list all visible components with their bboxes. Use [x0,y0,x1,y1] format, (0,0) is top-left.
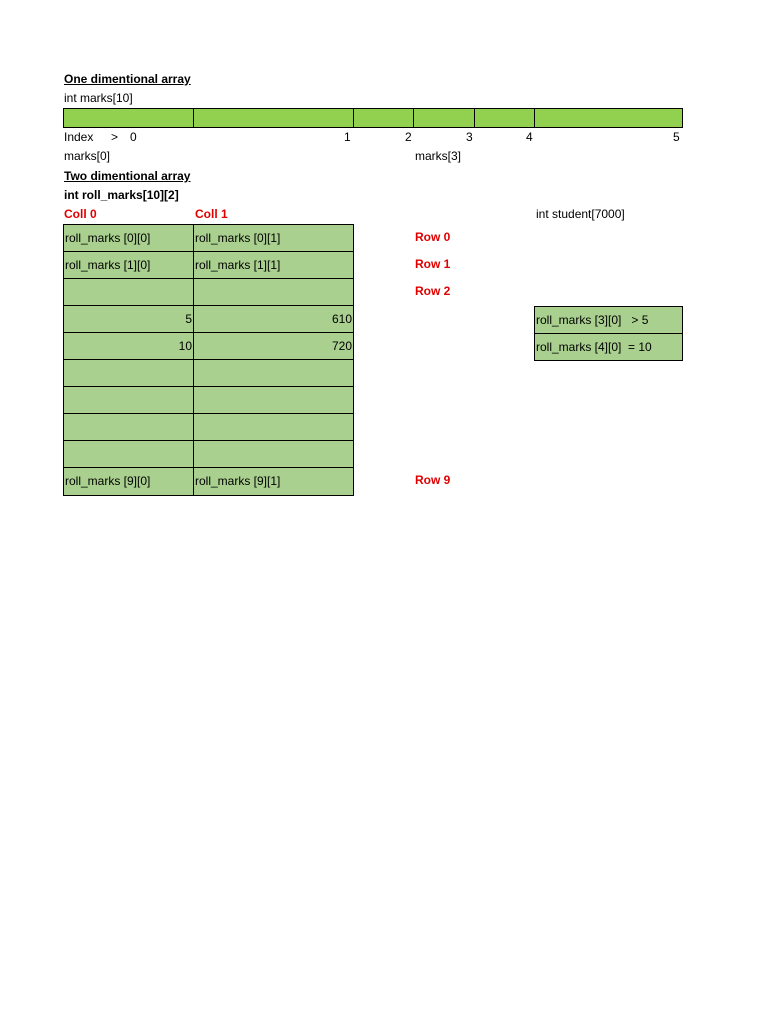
row-label-2: Row 2 [415,284,451,298]
grid-cell-9-0: roll_marks [9][0] [63,467,194,496]
two-dim-declaration-prefix: int roll_marks [64,188,143,202]
index-3: 3 [466,130,473,144]
marks-cell-3 [413,108,475,128]
marks-cell-5 [534,108,683,128]
grid-cell-3-1: 610 [193,305,354,333]
index-label: Index [64,130,94,144]
index-1: 1 [344,130,351,144]
col-label-1: Coll 1 [195,207,228,221]
row-label-1: Row 1 [415,257,451,271]
marks-cell-0 [63,108,194,128]
index-arrow: > [111,130,119,144]
grid-cell-8-1 [193,440,354,468]
grid-cell-6-0 [63,386,194,414]
one-dim-declaration: int marks[10] [64,91,133,105]
marks3-label: marks[3] [415,149,462,163]
row-label-9: Row 9 [415,473,451,487]
grid-cell-4-0: 10 [63,332,194,360]
grid-cell-5-1 [193,359,354,387]
one-dim-heading: One dimentional array [64,72,191,86]
two-dim-declaration-suffix: [10][2] [142,188,179,202]
marks-cell-1 [193,108,354,128]
grid-cell-3-0: 5 [63,305,194,333]
index-4: 4 [526,130,533,144]
grid-cell-2-0 [63,278,194,306]
grid-cell-6-1 [193,386,354,414]
grid-cell-4-1: 720 [193,332,354,360]
grid-cell-0-1: roll_marks [0][1] [193,224,354,252]
grid-cell-9-1: roll_marks [9][1] [193,467,354,496]
grid-cell-5-0 [63,359,194,387]
grid-cell-1-1: roll_marks [1][1] [193,251,354,279]
grid-cell-8-0 [63,440,194,468]
grid-cell-2-1 [193,278,354,306]
marks0-label: marks[0] [64,149,111,163]
marks-cell-2 [353,108,414,128]
grid-cell-0-0: roll_marks [0][0] [63,224,194,252]
index-2: 2 [405,130,412,144]
index-5: 5 [673,130,680,144]
two-dim-declaration [64,188,179,202]
grid-cell-7-0 [63,413,194,441]
row-label-0: Row 0 [415,230,451,244]
col-label-0: Coll 0 [64,207,97,221]
student-declaration: int student[7000] [536,207,625,221]
marks-cell-4 [474,108,535,128]
grid-cell-7-1 [193,413,354,441]
two-dim-heading: Two dimentional array [64,169,191,183]
grid-cell-1-0: roll_marks [1][0] [63,251,194,279]
note-row3: roll_marks [3][0] > 5 [534,306,683,334]
note-row4: roll_marks [4][0] = 10 [534,333,683,361]
index-0: 0 [130,130,137,144]
